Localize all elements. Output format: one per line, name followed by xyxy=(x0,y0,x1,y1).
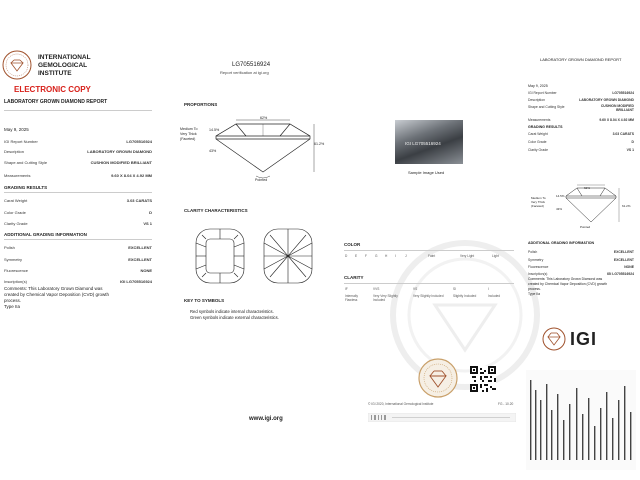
culet-label: Pointed xyxy=(255,178,268,182)
color-letter: E xyxy=(355,254,358,258)
field-row xyxy=(528,91,634,95)
field-label: Description xyxy=(4,149,25,154)
additional-label: Fluorescence xyxy=(528,265,549,269)
additional-value: NONE xyxy=(140,268,152,273)
field-value: LABORATORY GROWN DIAMOND xyxy=(579,98,634,102)
grading-results-heading: GRADING RESULTS xyxy=(528,125,563,129)
clarity-word: Very Very Slightly Included xyxy=(373,294,398,302)
clarity-word: Slightly Included xyxy=(453,294,477,298)
middle-panel xyxy=(340,40,520,480)
divider xyxy=(4,110,152,111)
grading-label: Color Grade xyxy=(4,210,26,215)
color-letter: H xyxy=(385,254,388,258)
website-link[interactable]: www.igi.org xyxy=(249,416,283,422)
field-value: LG705516924 xyxy=(126,139,152,144)
sample-caption: Sample Image Used xyxy=(408,170,445,175)
comments-line: process. xyxy=(528,287,541,291)
org-name-line3: INSTITUTE xyxy=(38,70,72,77)
additional-row xyxy=(528,258,634,262)
igi-logo-icon xyxy=(542,327,566,351)
field-label: Description xyxy=(528,98,545,102)
field-label: Measurements xyxy=(528,118,551,122)
clarity-word: Internally Flawless xyxy=(345,294,358,302)
additional-heading: ADDITIONAL GRADING INFORMATION xyxy=(4,232,87,237)
grading-row xyxy=(4,221,152,226)
field-value: 9.60 X 8.04 X 4.92 MM xyxy=(599,118,634,122)
girdle-line: Very Thick xyxy=(531,200,545,204)
comments-line: created by Chemical Vapor Deposition (CVD) growth xyxy=(528,282,608,286)
table-percent: 62% xyxy=(260,116,268,120)
comments-line: Comments: This Laboratory Grown Diamond was xyxy=(528,277,603,281)
field-row xyxy=(528,98,634,102)
color-word: Light xyxy=(492,254,499,258)
key-to-symbols-heading: KEY TO SYMBOLS xyxy=(184,298,225,303)
color-letter: F xyxy=(365,254,367,258)
grading-row xyxy=(4,210,152,215)
clarity-characteristics-heading: CLARITY CHARACTERISTICS xyxy=(184,208,248,213)
proportions-diagram xyxy=(206,114,320,182)
form-code: FG - 10.20 xyxy=(498,402,514,406)
girdle-line: (Faceted) xyxy=(531,204,544,208)
girdle-line: Medium To xyxy=(180,127,198,131)
key-line: Red symbols indicate internal characteristics. xyxy=(190,309,274,314)
color-word: Very Light xyxy=(460,254,475,258)
additional-label: Inscription(s) xyxy=(4,279,27,284)
depth-percent: 61.2% xyxy=(622,204,631,208)
color-letter: I xyxy=(395,254,396,258)
report-type: LABORATORY GROWN DIAMOND REPORT xyxy=(540,57,622,62)
grading-label: Carat Weight xyxy=(4,198,28,203)
clarity-word: Included xyxy=(488,294,501,298)
field-row xyxy=(4,160,152,165)
crown-percent: 14.5% xyxy=(209,128,220,132)
grading-label: Color Grade xyxy=(528,140,547,144)
divider xyxy=(4,192,152,193)
additional-row xyxy=(4,257,152,262)
cushion-pavilion-diagram xyxy=(262,227,314,285)
field-row xyxy=(4,149,152,154)
additional-row xyxy=(528,265,634,269)
sample-inscription: IGI LG705516924 xyxy=(405,141,441,146)
watermark-seal-icon xyxy=(390,240,540,390)
pavilion-percent: 43% xyxy=(209,149,217,153)
field-value: 9.60 X 8.04 X 4.92 MM xyxy=(111,173,152,178)
additional-label: Polish xyxy=(4,245,15,250)
additional-row xyxy=(4,245,152,250)
clarity-grade: I xyxy=(488,287,489,291)
clarity-grade: VS xyxy=(413,287,418,291)
igi-gold-seal-icon xyxy=(418,358,458,398)
grading-label: Clarity Grade xyxy=(528,148,548,152)
field-label: IGI Report Number xyxy=(528,91,557,95)
grading-label: Clarity Grade xyxy=(4,221,28,226)
proportions-heading: PROPORTIONS xyxy=(184,102,218,107)
additional-value: EXCELLENT xyxy=(128,245,152,250)
grading-row xyxy=(4,198,152,203)
key-line: Green symbols indicate external characteristics. xyxy=(190,315,279,320)
additional-row xyxy=(528,250,634,254)
left-panel xyxy=(0,40,160,480)
additional-label: Symmetry xyxy=(528,258,544,262)
culet-label: Pointed xyxy=(580,225,591,229)
field-row xyxy=(4,139,152,144)
field-label: Shape and Cutting Style xyxy=(4,160,48,165)
org-name-line1: INTERNATIONAL xyxy=(38,54,91,61)
org-name-line2: GEMOLOGICAL xyxy=(38,62,88,69)
copyright-note: © IGI 2020, International Gemological Institute xyxy=(368,402,434,406)
report-number-header: LG705516924 xyxy=(232,62,271,68)
barcode-strip xyxy=(368,413,516,422)
depth-percent: 61.2% xyxy=(314,142,325,146)
field-value: LG705516924 xyxy=(612,91,634,95)
grading-row xyxy=(528,132,634,136)
sample-image xyxy=(395,120,463,164)
pavilion-percent: 43% xyxy=(556,207,563,211)
verification-note: Report verification at igi.org xyxy=(220,70,269,75)
divider xyxy=(344,250,514,251)
grading-value: VS 1 xyxy=(143,221,152,226)
additional-label: Inscription(s) xyxy=(528,272,548,276)
girdle-line: Medium To xyxy=(531,196,546,200)
additional-label: Symmetry xyxy=(4,257,22,262)
clarity-grade: IF xyxy=(345,287,348,291)
color-letter: D xyxy=(345,254,348,258)
clarity-word: Very Slightly Included xyxy=(413,294,444,298)
additional-value: IGI LG705516924 xyxy=(606,272,634,276)
grading-row xyxy=(528,140,634,144)
igi-seal-icon xyxy=(2,50,32,80)
table-percent: 62% xyxy=(584,186,591,190)
center-panel xyxy=(170,40,335,480)
cushion-crown-diagram xyxy=(194,227,246,285)
grading-value: D xyxy=(631,140,634,144)
additional-heading: ADDITIONAL GRADING INFORMATION xyxy=(528,241,595,245)
field-value: LABORATORY GROWN DIAMOND xyxy=(87,149,152,154)
comments-line: process. xyxy=(4,298,22,303)
igi-brand: IGI xyxy=(570,329,598,349)
additional-label: Fluorescence xyxy=(4,268,29,273)
field-label: Measurements xyxy=(4,173,31,178)
color-scale-heading: COLOR xyxy=(344,242,361,247)
additional-value: NONE xyxy=(624,265,634,269)
grading-results-heading: GRADING RESULTS xyxy=(4,185,48,190)
field-value: CUSHION MODIFIED BRILLIANT xyxy=(600,104,634,112)
field-value: CUSHION MODIFIED BRILLIANT xyxy=(90,160,152,165)
report-type: LABORATORY GROWN DIAMOND REPORT xyxy=(4,99,108,105)
grading-label: Carat Weight xyxy=(528,132,548,136)
comments-line: Comments: This Laboratory Grown Diamond was xyxy=(4,286,103,291)
crown-percent: 14.5% xyxy=(556,194,565,198)
report-date: May 9, 2025 xyxy=(4,127,29,132)
additional-value: EXCELLENT xyxy=(128,257,152,262)
comments-line: Type IIa xyxy=(528,292,541,296)
field-row xyxy=(4,173,152,178)
field-row xyxy=(528,118,634,122)
report-date: May 9, 2025 xyxy=(528,84,548,88)
rotated-summary-block xyxy=(526,370,636,470)
clarity-scale-heading: CLARITY xyxy=(344,275,364,280)
additional-row xyxy=(528,272,634,276)
proportions-diagram-small xyxy=(560,182,622,230)
qr-code[interactable] xyxy=(470,366,496,392)
color-word: Faint xyxy=(428,254,436,258)
field-row xyxy=(528,105,634,112)
additional-row xyxy=(4,279,152,284)
divider xyxy=(344,283,514,284)
comments-line: created by Chemical Vapor Deposition (CVD) growth xyxy=(4,292,109,297)
grading-value: 3.03 CARATS xyxy=(126,198,152,203)
electronic-copy-label: ELECTRONIC COPY xyxy=(14,85,91,94)
additional-value: EXCELLENT xyxy=(613,258,634,262)
color-letter: G xyxy=(375,254,378,258)
grading-value: VS 1 xyxy=(626,148,634,152)
additional-value: EXCELLENT xyxy=(613,250,634,254)
comments-line: Type IIa xyxy=(4,304,21,309)
additional-label: Polish xyxy=(528,250,538,254)
girdle-line: (Faceted) xyxy=(180,137,196,141)
additional-row xyxy=(4,268,152,273)
girdle-line: Very Thick xyxy=(180,132,197,136)
color-letter: J xyxy=(405,254,407,258)
grading-value: 3.03 CARATS xyxy=(612,132,634,136)
clarity-grade: VVS xyxy=(373,287,380,291)
grading-value: D xyxy=(149,210,152,215)
divider xyxy=(4,239,152,240)
grading-row xyxy=(528,148,634,152)
field-label: IGI Report Number xyxy=(4,139,38,144)
field-label: Shape and Cutting Style xyxy=(528,105,565,109)
clarity-grade: SI xyxy=(453,287,457,291)
additional-value: IGI LG705516924 xyxy=(119,279,152,284)
